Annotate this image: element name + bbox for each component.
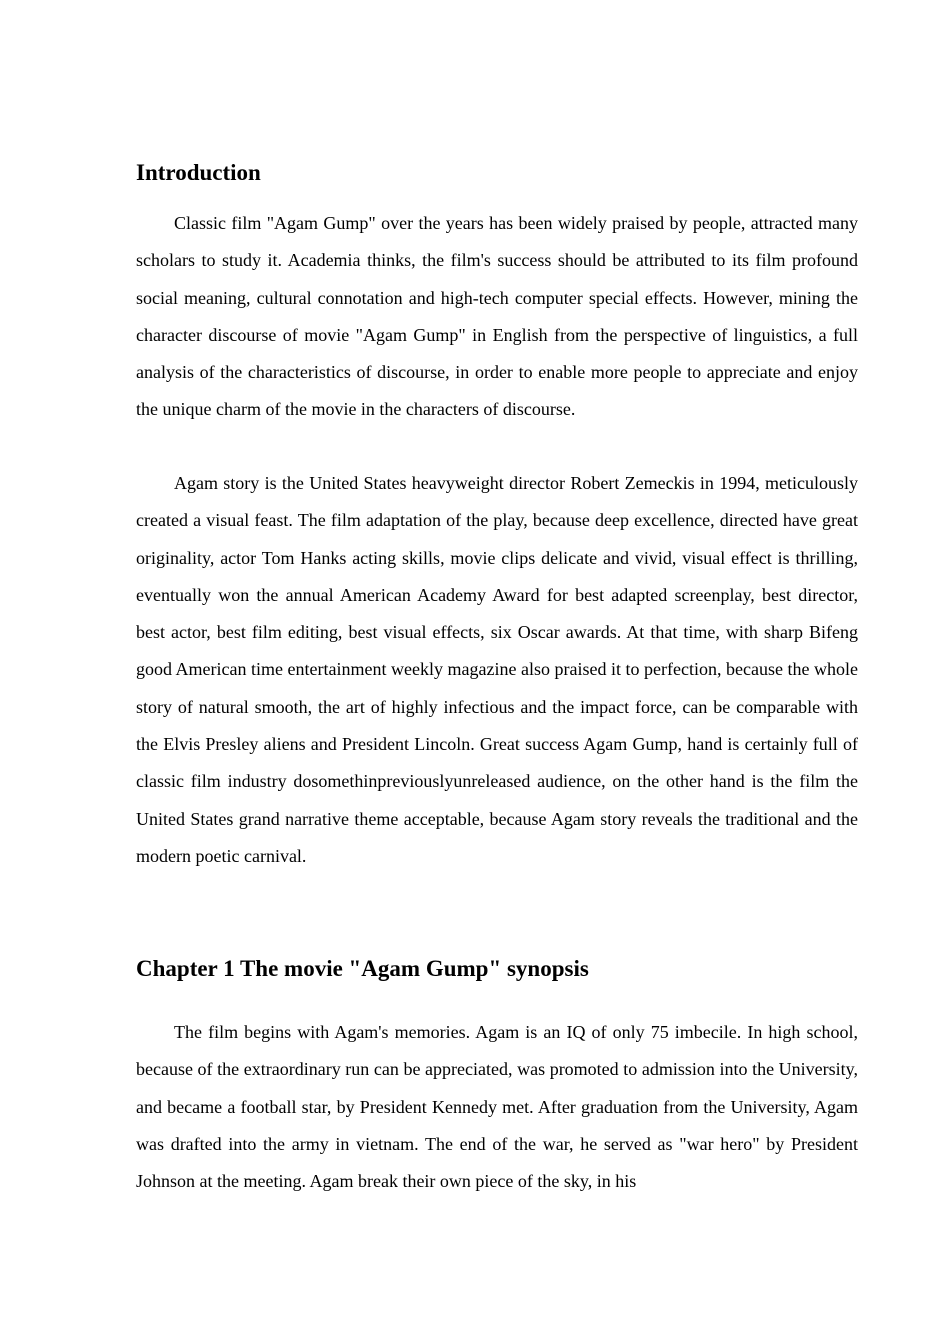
introduction-paragraph-2: Agam story is the United States heavyweight director Robert Zemeckis in 1994, meticulously created a visual feast. The film adaptation of the play, because deep excellence, directed have great originality, actor Tom Hanks acting skills, movie clips delicate and vivid, visual effect is thrilling, eventually won the annual American Academy Award for best adapted screenplay, best director, best actor, best film editing, best visual effects, six Oscar awards. At that time, with sharp Bifeng good American time entertainment weekly magazine also praised it to perfection, because the whole story of natural smooth, the art of highly infectious and the impact force, can be comparable with the Elvis Presley aliens and President Lincoln. Great success Agam Gump, hand is certainly full of classic film industry dosomethinpreviouslyunreleased audience, on the other hand is the film the United States grand narrative theme acceptable, because Agam story reveals the traditional and the modern poetic carnival. xyxy=(136,473,858,866)
chapter-1-heading: Chapter 1 The movie "Agam Gump" synopsis xyxy=(136,956,589,981)
chapter-1-paragraph-1: The film begins with Agam's memories. Agam is an IQ of only 75 imbecile. In high school, because of the extraordinary run can be appreciated, was promoted to admission into the University, and became a football star, by President Kennedy met. After graduation from the University, Agam was drafted into the army in vietnam. The end of the war, he served as "war hero" by President Johnson at the meeting. Agam break their own piece of the sky, in his xyxy=(136,1022,858,1192)
introduction-heading: Introduction xyxy=(136,160,261,185)
introduction-paragraph-1: Classic film "Agam Gump" over the years has been widely praised by people, attracted many scholars to study it. Academia thinks, the film's success should be attributed to its film profound social meaning, cultural connotation and high-tech computer special effects. However, mining the character discourse of movie "Agam Gump" in English from the perspective of linguistics, a full analysis of the characteristics of discourse, in order to enable more people to appreciate and enjoy the unique charm of the movie in the characters of discourse. xyxy=(136,213,858,420)
